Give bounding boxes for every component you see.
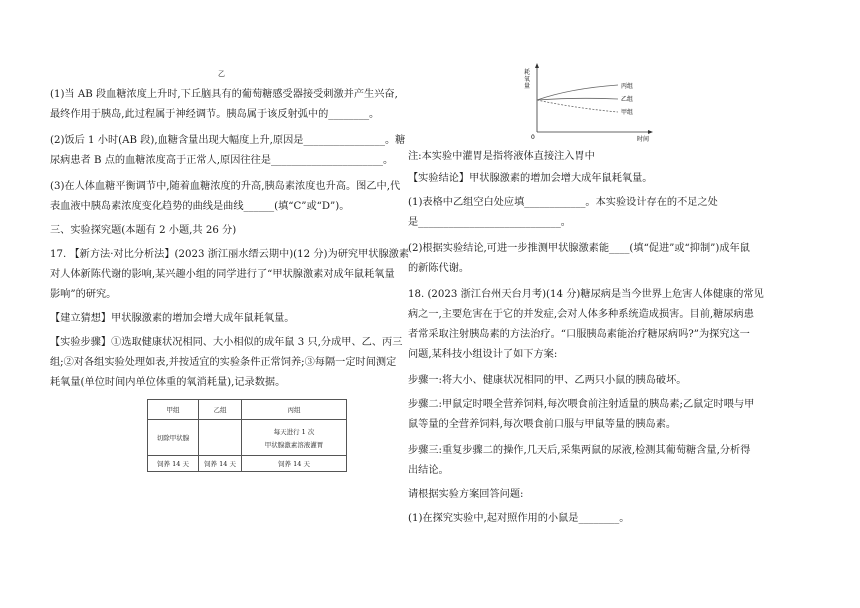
x-label: 时间 — [637, 136, 650, 142]
q17-line3: 影响”的研究。 — [50, 289, 117, 300]
step2-line2: 鼠等量的全营养饲料,每次喂食前口服与甲鼠等量的胰岛素。 — [408, 419, 677, 430]
y-axis-arrow — [535, 63, 539, 68]
r18-1: (1)在探究实验中,起对照作用的小鼠是________。 — [408, 513, 630, 524]
step2-line1: 步骤二:甲鼠定时喂全营养饲料,每次喂食前注射适量的胰岛素;乙鼠定时喂与甲 — [408, 399, 755, 410]
series-label-bing: 丙组 — [621, 83, 634, 90]
table-cell: 饲养 14 天 — [242, 456, 347, 472]
step3-line2: 出结论。 — [408, 465, 449, 476]
r1-line1: (1)表格中乙组空白处应填____________。本实验设计存在的不足之处 — [408, 197, 718, 208]
oxygen-consumption-chart — [520, 62, 660, 142]
hypothesis: 【建立猜想】甲状腺激素的增加会增大成年鼠耗氧量。 — [50, 313, 295, 324]
q18-line2: 病之一,主要危害在于它的并发症,会对人体多种系统造成损害。目前,糖尿病患 — [408, 309, 754, 320]
series-label-jia: 甲组 — [621, 109, 634, 116]
table-cell: 切除甲状腺 — [148, 420, 199, 456]
q17-line2: 对人体新陈代谢的影响,某兴趣小组的同学进行了“甲状腺激素对成年鼠耗氧量 — [50, 269, 395, 280]
q17-line1: 17. 【新方法·对比分析法】(2023 浙江丽水缙云期中)(12 分)为研究甲状腺激素 — [50, 249, 410, 260]
q1-line1: (1)当 AB 段血糖浓度上升时,下丘脑具有的葡萄糖感受器接受刺激并产生兴奋, — [50, 89, 398, 100]
r2-line1: (2)根据实验结论,可进一步推测甲状腺激素能____(填“促进”或“抑制”)成年鼠 — [408, 243, 750, 254]
series-line-jia — [537, 100, 618, 112]
experiment-table — [147, 399, 347, 472]
table-header-bing: 丙组 — [242, 400, 347, 420]
section-heading: 三、实验探究题(本题有 2 小题,共 26 分) — [50, 225, 237, 236]
r2-line2: 的新陈代谢。 — [408, 263, 470, 274]
steps-line1: 【实验步骤】①选取健康状况相同、大小相似的成年鼠 3 只,分成甲、乙、丙三 — [50, 337, 403, 348]
table-cell-blank — [199, 420, 242, 456]
q2-line2: 尿病患者 B 点的血糖浓度高于正常人,原因往往是______________________。 — [50, 155, 394, 166]
q3-line2: 表血液中胰岛素浓度变化趋势的曲线是曲线______(填“C”或“D”)。 — [50, 201, 350, 212]
table-cell — [242, 420, 347, 456]
q18-line3: 者常采取注射胰岛素的方法治疗。“口服胰岛素能治疗糖尿病吗?”为探究这一 — [408, 329, 750, 340]
answer-prompt: 请根据实验方案回答问题: — [408, 489, 524, 500]
q18-line4: 问题,某科技小组设计了如下方案: — [408, 349, 558, 360]
table-cell-line: 甲状腺激素溶液灌胃 — [264, 440, 324, 449]
series-label-yi: 乙组 — [621, 96, 634, 103]
series-line-yi — [537, 98, 618, 100]
series-line-bing — [537, 85, 618, 100]
step1: 步骤一:将大小、健康状况相同的甲、乙两只小鼠的胰岛破坏。 — [408, 375, 687, 386]
q1-line2: 最终作用于胰岛,此过程属于神经调节。胰岛属于该反射弧中的________。 — [50, 109, 380, 120]
y-label-char: 量 — [524, 83, 531, 90]
steps-line2: 组;②对各组实验处理如表,并按适宜的实验条件正常饲养;③每隔一定时间测定 — [50, 357, 397, 368]
y-label-char: 氧 — [524, 76, 531, 83]
x-axis-arrow — [648, 130, 653, 134]
step3-line1: 步骤三:重复步骤二的操作,几天后,采集两鼠的尿液,检测其葡萄糖含量,分析得 — [408, 445, 751, 456]
q18-line1: 18. (2023 浙江台州天台月考)(14 分)糖尿病是当今世界上危害人体健康的常见 — [408, 289, 764, 300]
q3-line1: (3)在人体血糖平衡调节中,随着血糖浓度的升高,胰岛素浓度也升高。图乙中,代 — [50, 181, 401, 192]
table-cell: 饲养 14 天 — [199, 456, 242, 472]
conclusion: 【实验结论】甲状腺激素的增加会增大成年鼠耗氧量。 — [408, 173, 653, 184]
chart-note: 注:本实验中灌胃是指将液体直接注入胃中 — [408, 151, 595, 162]
steps-line3: 耗氧量(单位时间内单位体重的氧消耗量),记录数据。 — [50, 377, 286, 388]
table-header-yi: 乙组 — [199, 400, 242, 420]
figure-label: 乙 — [218, 70, 225, 78]
table-header-jia: 甲组 — [148, 400, 199, 420]
table-cell-line: 每天进行 1 次 — [273, 427, 315, 436]
r1-line2: 是____________________________。 — [408, 217, 571, 228]
q2-line1: (2)饭后 1 小时(AB 段),血糖含量出现大幅度上升,原因是________________。糖 — [50, 135, 406, 146]
y-label-char: 耗 — [524, 69, 531, 76]
origin-label: 0 — [531, 134, 535, 141]
table-cell: 饲养 14 天 — [148, 456, 199, 472]
